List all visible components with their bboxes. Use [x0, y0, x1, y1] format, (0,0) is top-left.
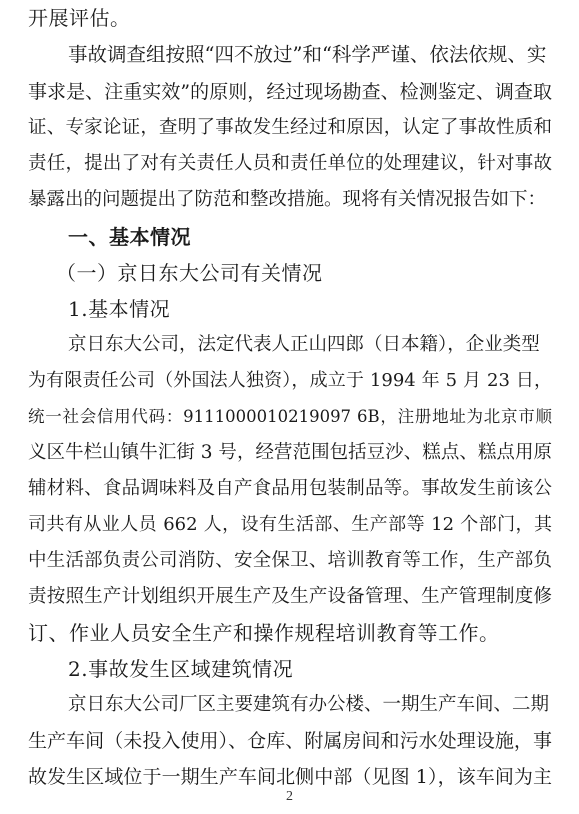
paragraph-line: 责按照生产计划组织开展生产及生产设备管理、生产管理制度修 — [28, 586, 552, 607]
paragraph-line: 京日东大公司，法定代表人正山四郎（日本籍），企业类型 — [68, 334, 540, 355]
section-heading: 一、基本情况 — [68, 225, 191, 249]
paragraph-line: 暴露出的问题提出了防范和整改措施。现将有关情况报告如下： — [28, 189, 547, 210]
paragraph-line: 义区牛栏山镇牛汇街 3 号，经营范围包括豆沙、糕点、糕点用原 — [28, 442, 552, 463]
page-number: 2 — [286, 789, 293, 804]
paragraph-line: 京日东大公司厂区主要建筑有办公楼、一期生产车间、二期 — [68, 694, 550, 715]
paragraph-line: 事求是、注重实效”的原则，经过现场勘查、检测鉴定、调查取 — [28, 81, 552, 103]
paragraph-line: 故发生区域位于一期生产车间北侧中部（见图 1），该车间为主 — [28, 766, 552, 788]
paragraph-line: 中生活部负责公司消防、安全保卫、培训教育等工作，生产部负 — [28, 550, 552, 571]
paragraph-line: 开展评估。 — [28, 6, 131, 30]
paragraph-line: 统一社会信用代码：9111000010219097 6B，注册地址为北京市顺 — [28, 407, 552, 426]
paragraph-line: 司共有从业人员 662 人，设有生活部、生产部等 12 个部门，其 — [28, 514, 552, 535]
paragraph-line: 为有限责任公司（外国法人独资），成立于 1994 年 5 月 23 日， — [28, 370, 552, 391]
paragraph-line: 生产车间（未投入使用）、仓库、附属房间和污水处理设施，事 — [28, 730, 552, 752]
paragraph-line: 辅材料、食品调味料及自产食品用包装制品等。事故发生前该公 — [28, 478, 552, 499]
paragraph-line: 订、作业人员安全生产和操作规程培训教育等工作。 — [28, 621, 500, 645]
numbered-heading: 1.基本情况 — [68, 297, 171, 321]
paragraph-line: 责任，提出了对有关责任人员和责任单位的处理建议，针对事故 — [28, 153, 552, 174]
subsection-heading: （一）京日东大公司有关情况 — [56, 261, 323, 285]
paragraph-line: 证、专家论证，查明了事故发生经过和原因，认定了事故性质和 — [28, 117, 552, 138]
numbered-heading: 2.事故发生区域建筑情况 — [68, 657, 294, 681]
paragraph-line: 事故调查组按照“四不放过”和“科学严谨、依法依规、实 — [68, 43, 547, 66]
